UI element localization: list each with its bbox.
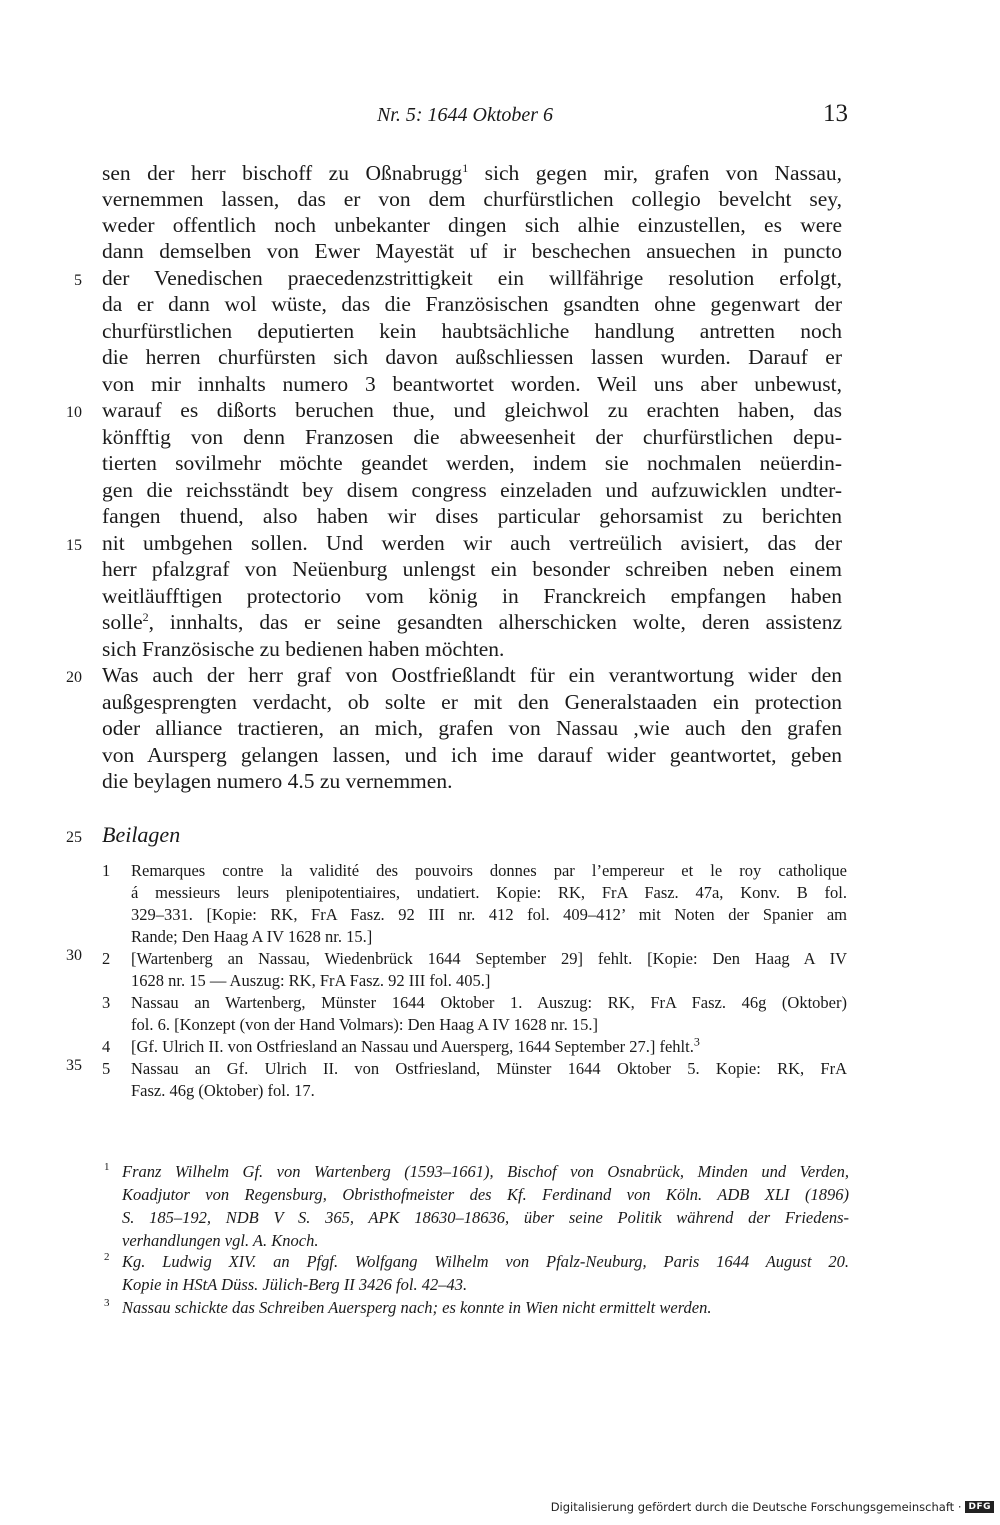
line-number: 10 xyxy=(66,404,82,421)
footnote-line: verhandlungen vgl. A. Knoch. xyxy=(122,1231,319,1250)
attachment-number: 5 xyxy=(102,1059,111,1078)
dfg-logo: DFG xyxy=(965,1501,994,1513)
text-line: tierten sovilmehr möchte geandet werden, indem sie nochmalen neüerdin- xyxy=(102,451,842,475)
line-number: 25 xyxy=(66,829,82,846)
attachment-line: [Wartenberg an Nassau, Wiedenbrück 1644 September 29] fehlt. [Kopie: Den Haag A IV xyxy=(131,949,847,968)
attachment-number: 3 xyxy=(102,993,111,1012)
page-number: 13 xyxy=(823,100,848,127)
text-line: der Venedischen praecedenzstrittigkeit ein willfährige resolution erfolgt, xyxy=(102,266,842,290)
text-line: von Aursperg gelangen lassen, und ich ime darauf wider geantwortet, geben xyxy=(102,743,842,767)
attachment-number: 1 xyxy=(102,861,111,880)
running-header: Nr. 5: 1644 Oktober 6 xyxy=(376,104,554,126)
credit-text: Digitalisierung gefördert durch die Deutsche Forschungsgemeinschaft · xyxy=(550,1500,962,1514)
text-line: Was auch der herr graf von Oostfrießlandt für ein verantwortung wider den xyxy=(102,663,842,687)
line-number: 15 xyxy=(66,537,82,554)
footnote-ref: 2 xyxy=(142,609,149,624)
text-line: könfftig von denn Franzosen die abweesenheit der churfürstlichen depu- xyxy=(102,425,842,449)
text-line: die herren churfürsten sich davon außschliessen lassen wurden. Darauf er xyxy=(102,345,842,369)
attachment-line: Fasz. 46g (Oktober) fol. 17. xyxy=(131,1081,315,1100)
attachment-number: 4 xyxy=(102,1037,111,1056)
footnote-line: S. 185–192, NDB V S. 365, APK 18630–18636, über seine Politik während der Friedens- xyxy=(122,1208,849,1227)
text-line: nit umbgehen sollen. Und werden wir auch vertreülich avisiert, das der xyxy=(102,531,842,555)
line-number: 30 xyxy=(66,947,82,964)
attachment-line: á messieurs leurs plenipotentiaires, undatiert. Kopie: RK, FrA Fasz. 47a, Konv. B fol. xyxy=(131,883,847,902)
text-line: fangen thuend, also haben wir dises particular gehorsamist zu berichten xyxy=(102,504,842,528)
text-line: warauf es dißorts beruchen thue, und gleichwol zu erachten haben, das xyxy=(102,398,842,422)
footnote-ref: 1 xyxy=(462,160,469,175)
text-line: solle$^2$, innhalts, das er seine gesandten alherschicken wolte, deren assistenz xyxy=(102,609,842,634)
section-heading: Beilagen xyxy=(102,822,181,847)
text-line: sen der herr bischoff zu Oßnabrugg$^1$ sich gegen mir, grafen von Nassau, xyxy=(102,160,842,185)
text-line: vernemmen lassen, das er von dem churfürstlichen collegio bevelcht sey, xyxy=(102,187,842,211)
attachment-line: Rande; Den Haag A IV 1628 nr. 15.] xyxy=(131,927,373,946)
text-line: die beylagen numero 4.5 zu vernemmen. xyxy=(102,769,453,793)
footnote-line: Nassau schickte das Schreiben Auersperg nach; es konnte in Wien nicht ermittelt werden. xyxy=(122,1298,712,1317)
text-line: oder alliance tractieren, an mich, grafen von Nassau ,wie auch den grafen xyxy=(102,716,842,740)
footnote-mark: 3 xyxy=(104,1297,110,1309)
text-line: sich Französische zu bedienen haben möchten. xyxy=(102,637,505,661)
attachment-line: 1628 nr. 15 — Auszug: RK, FrA Fasz. 92 III fol. 405.] xyxy=(131,971,491,990)
digitization-credit xyxy=(551,1500,994,1514)
attachment-line: Nassau an Gf. Ulrich II. von Ostfriesland, Münster 1644 Oktober 5. Kopie: RK, FrA xyxy=(131,1059,847,1078)
footnote-line: Kg. Ludwig XIV. an Pfgf. Wolfgang Wilhelm von Pfalz-Neuburg, Paris 1644 August 20. xyxy=(122,1252,849,1271)
text-line: churfürstlichen deputierten kein haubtsächliche handlung antretten noch xyxy=(102,319,842,343)
attachment-number: 2 xyxy=(102,949,111,968)
footnote-line: Franz Wilhelm Gf. von Wartenberg (1593–1661), Bischof von Osnabrück, Minden und Verden, xyxy=(122,1162,849,1181)
text-line: weitläufftigen protectorio vom könig in Franckreich empfangen haben xyxy=(102,584,842,608)
attachment-line: Nassau an Wartenberg, Münster 1644 Oktober 1. Auszug: RK, FrA Fasz. 46g (Oktober) xyxy=(131,993,847,1012)
text-line: außgesprengten verdacht, ob solte er mit den Generalstaaden ein protection xyxy=(102,690,842,714)
attachment-line: 329–331. [Kopie: RK, FrA Fasz. 92 III nr. 412 fol. 409–412’ mit Noten der Spanier am xyxy=(131,905,847,924)
line-number: 35 xyxy=(66,1057,82,1074)
footnote-ref: 3 xyxy=(693,1034,700,1049)
footnote-line: Koadjutor von Regensburg, Obristhofmeister des Kf. Ferdinand von Köln. ADB XLI (1896) xyxy=(122,1185,849,1204)
line-number: 5 xyxy=(74,272,82,289)
text-line: dann demselben von Ewer Mayestät uf ir beschechen ansuechen in puncto xyxy=(102,239,842,263)
text-line: weder offentlich noch unbekanter dingen sich alhie einzustellen, es were xyxy=(102,213,842,237)
attachment-line: fol. 6. [Konzept (von der Hand Volmars): Den Haag A IV 1628 nr. 15.] xyxy=(131,1015,598,1034)
footnote-line: Kopie in HStA Düss. Jülich-Berg II 3426 fol. 42–43. xyxy=(122,1275,468,1294)
text-line: gen die reichsständt bey disem congress einzeladen und aufzuwicklen undter- xyxy=(102,478,842,502)
attachment-line: Remarques contre la validité des pouvoirs donnes par l’empereur et le roy catholique xyxy=(131,861,847,880)
footnote-mark: 1 xyxy=(104,1161,110,1173)
attachment-line: [Gf. Ulrich II. von Ostfriesland an Nassau und Auersperg, 1644 September 27.] fehlt.$^3$ xyxy=(131,1034,700,1056)
text-line: herr pfalzgraf von Neüenburg unlengst ein besonder schreiben neben einem xyxy=(102,557,842,581)
footnote-mark: 2 xyxy=(104,1251,110,1263)
text-line: da er dann wol wüste, das die Französischen gsandten ohne gegenwart der xyxy=(102,292,842,316)
line-number: 20 xyxy=(66,669,82,686)
text-line: von mir innhalts numero 3 beantwortet worden. Weil uns aber unbewust, xyxy=(102,372,842,396)
